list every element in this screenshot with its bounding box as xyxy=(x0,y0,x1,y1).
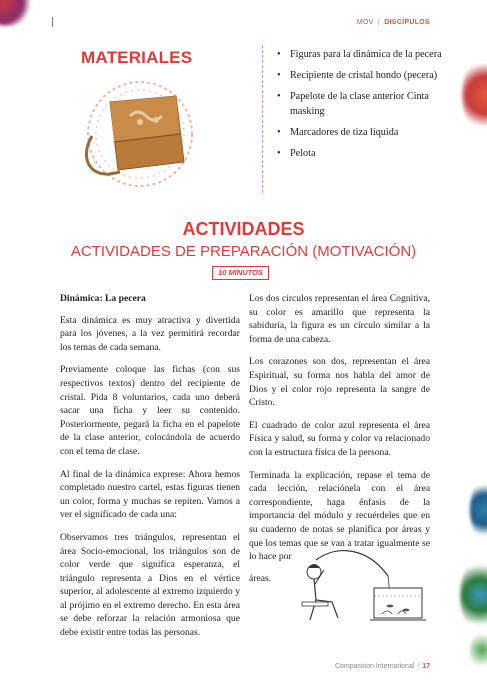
paragraph: Los dos círculos representan el área Cognitiva, su color es amarillo que representa la sabiduría, la figura es un círculo similar a la forma de una cabeza. xyxy=(249,293,430,345)
paragraph: áreas. xyxy=(249,572,272,584)
paragraph: Observamos tres triángulos, representan el área Socio-emocional, los triángulos son de color verde que significa esperanza, el triángulo representa a Dios en el vértice superior, al adolescente al extremo izquierdo y al prójimo en el extremo derecho. En esta área se debe reforzar la relación armoniosa que debe existir entre todas las personas. xyxy=(60,531,240,639)
list-item: • Marcadores de tiza líquida xyxy=(272,125,462,140)
boy-fishing-illustration xyxy=(298,548,430,628)
running-head: MOV | DISCÍPULOS xyxy=(356,19,430,26)
watercolor-splash-right-bottom xyxy=(460,560,487,630)
corner-tick-left xyxy=(52,17,53,27)
materials-title: MATERIALES xyxy=(81,48,193,67)
left-column xyxy=(60,292,240,649)
watercolor-splash-top-right xyxy=(462,60,487,130)
list-item: • Figuras para la dinámica de la pecera xyxy=(272,47,462,62)
running-head-section: MOV xyxy=(356,19,374,26)
running-head-subsection: DISCÍPULOS xyxy=(384,19,430,26)
paragraph: Esta dinámica es muy atractiva y divertida para los jóvenes, a la vez permitirá recordar los temas de cada semana. xyxy=(60,314,240,353)
watercolor-splash-right-lower xyxy=(470,630,487,670)
list-item: • Pelota xyxy=(272,146,462,161)
activities-subtitle: ACTIVIDADES DE PREPARACIÓN (MOTIVACIÓN) xyxy=(70,243,417,260)
paragraph: Previamente coloque las fichas (con sus respectivos textos) dentro del recipiente de cristal. Pida 8 voluntarios, cada uno deberá sacar una ficha y leer su contenido. Posteriormente, pegará la ficha en el papelote de la clase anterior, colocándola de acuerdo con el tema de clase. xyxy=(60,364,240,457)
bag-illustration xyxy=(80,76,200,188)
materials-divider xyxy=(262,45,263,193)
paragraph: El cuadrado de color azul representa el área Física y salud, su forma y color va relacionado con la estructura física de la persona. xyxy=(249,419,430,458)
paragraph: Terminada la explicación, repase el tema de cada lección, relaciónela con el área correspondiente, haga énfasis de la importancia del módulo y recuérdeles que en su cuaderno de notas se planifica por áreas y que los temas que se van a tratar igualmente se lo hace por xyxy=(249,469,430,563)
list-item: • Papelote de la clase anterior Cinta masking xyxy=(272,89,462,119)
activities-title: ACTIVIDADES xyxy=(182,219,305,239)
footer: Compassion International | 17 xyxy=(334,663,430,670)
page-number: 17 xyxy=(422,663,430,670)
watercolor-splash-right-mid xyxy=(470,480,487,540)
materials-list xyxy=(272,47,462,167)
time-badge: 10 MINUTOS xyxy=(212,266,269,280)
paragraph: Al final de la dinámica exprese: Ahora hemos completado nuestro cartel, estas figuras tienen un color, forma y muchas se repiten. Vamos a ver el significado de cada una: xyxy=(60,468,240,521)
list-item: • Recipiente de cristal hondo (pecera) xyxy=(272,68,462,83)
footer-publisher: Compassion International xyxy=(334,663,415,670)
watercolor-splash-top-left xyxy=(0,0,32,26)
paragraph: Los corazones son dos, representan el área Espiritual, su forma nos habla del amor de Dios y el color rojo representa la sangre de Cristo. xyxy=(249,356,430,409)
dynamic-heading: Dinámica: La pecera xyxy=(60,293,146,304)
